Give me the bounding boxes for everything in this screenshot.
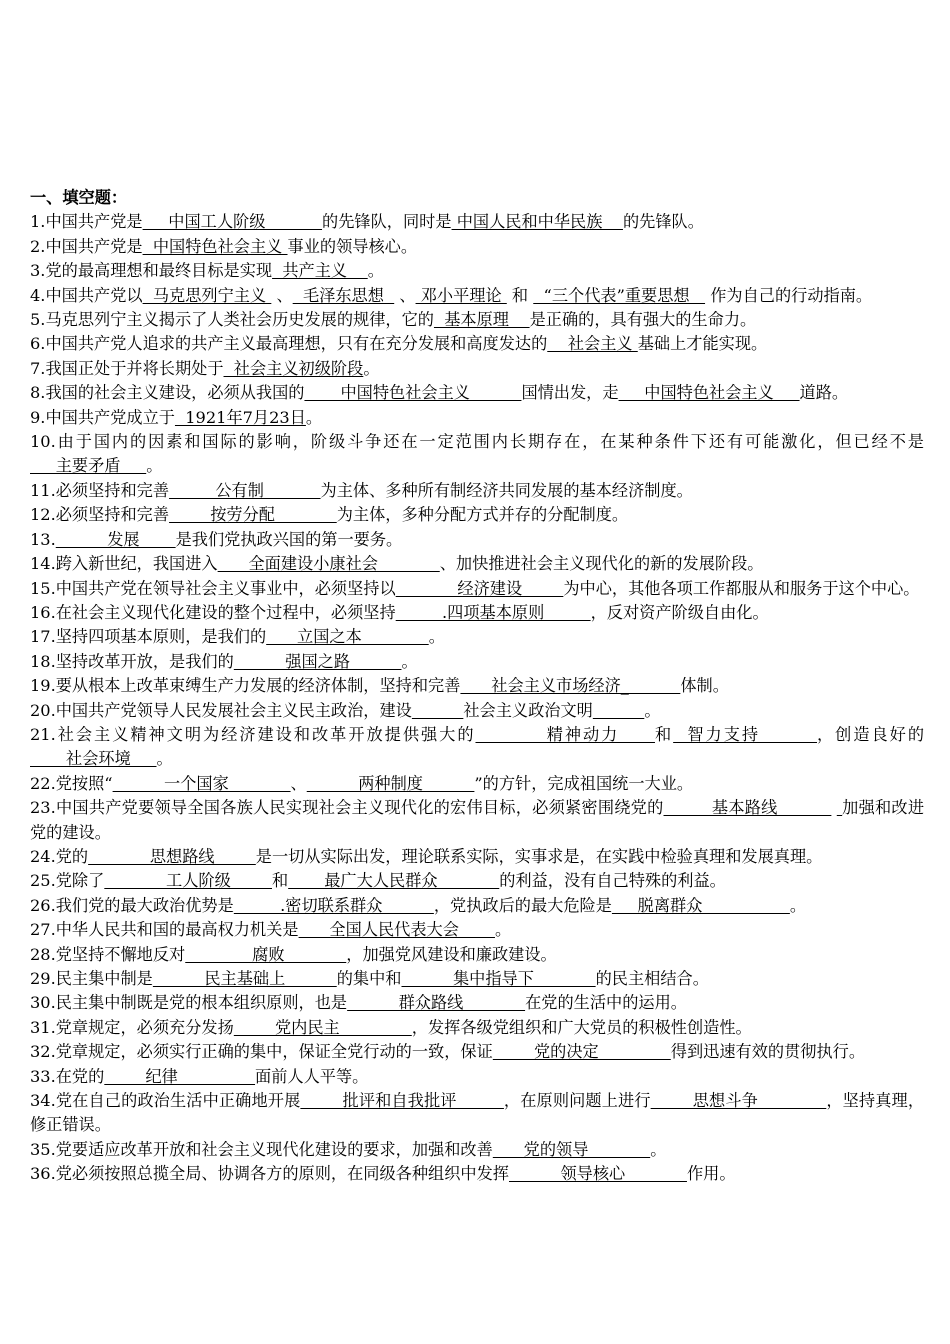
question-text: 加强和改进党的建设。 — [30, 798, 925, 842]
question-text: 基础上才能实现。 — [637, 334, 768, 354]
question-text: 的集中和 — [336, 969, 402, 988]
question-item — [30, 284, 924, 308]
question-text: 、 — [271, 285, 293, 305]
question-text: 党按照“ — [55, 773, 113, 793]
question-number: 7. — [30, 358, 46, 378]
question-number: 27. — [30, 920, 56, 940]
answer-blank: 中国工人阶级 — [142, 212, 323, 232]
answer-blank: .密切联系群众 — [233, 895, 434, 915]
question-item — [30, 1089, 924, 1138]
question-item — [30, 308, 924, 332]
question-number: 1. — [30, 212, 46, 232]
question-number: 35. — [30, 1139, 56, 1159]
answer-blank: 立国之本 — [266, 627, 429, 647]
question-text: 和 — [506, 285, 534, 305]
question-item — [30, 235, 924, 259]
answer-blank: 基本原理 — [433, 310, 530, 330]
question-text: 在党的 — [55, 1066, 105, 1086]
question-number: 32. — [30, 1042, 56, 1062]
answer-blank: 马克思列宁主义 — [142, 285, 272, 305]
question-text: 党的 — [55, 846, 89, 866]
answer-blank: 党内民主 — [233, 1017, 412, 1037]
question-text: 体制。 — [680, 676, 729, 696]
question-number: 24. — [30, 846, 56, 866]
answer-blank: 发展 — [55, 529, 176, 549]
question-text: 和 — [271, 871, 289, 891]
question-text: 是一切从实际出发，理论联系实际，实事求是，在实践中检验真理和发展真理。 — [255, 846, 823, 866]
question-number: 15. — [30, 578, 56, 598]
question-number: 33. — [30, 1066, 56, 1086]
question-text: 。 — [789, 895, 807, 915]
question-text: 国情出发，走 — [521, 383, 619, 403]
answer-blank — [412, 701, 463, 720]
question-item — [30, 430, 924, 479]
question-number: 21. — [30, 724, 56, 744]
question-number: 26. — [30, 895, 56, 915]
question-text: 必须坚持和完善 — [55, 505, 170, 525]
question-text: 的先锋队。 — [622, 212, 704, 232]
question-item — [30, 918, 924, 942]
question-text: 。 — [428, 627, 445, 647]
question-text: 社会主义政治文明 — [463, 700, 593, 720]
answer-blank: 主要矛盾 — [30, 456, 147, 476]
question-item — [30, 1065, 924, 1089]
answer-blank: 党的决定 — [492, 1042, 671, 1062]
answer-blank: 中国特色社会主义 — [304, 383, 522, 403]
answer-blank: 毛泽东思想 — [292, 285, 395, 305]
question-text: 坚持四项基本原则，是我们的 — [55, 627, 267, 647]
question-item — [30, 894, 924, 918]
question-text: 、 — [394, 285, 416, 305]
answer-blank: “三个代表”重要思想 — [533, 285, 706, 305]
document-body — [30, 186, 924, 1187]
answer-blank: 集中指导下 — [401, 969, 596, 988]
question-text: 事业的领导核心。 — [287, 236, 418, 256]
question-number: 4. — [30, 285, 46, 305]
question-text: ，在原则问题上进行 — [503, 1091, 651, 1111]
answer-blank: 社会主义 — [547, 334, 638, 354]
answer-blank: 1921年7月23日 — [174, 407, 306, 427]
question-text: 。 — [367, 261, 384, 281]
answer-blank — [593, 701, 644, 720]
question-text: 为主体，多种分配方式并存的分配制度。 — [336, 505, 629, 525]
answer-blank: 民主基础上 — [152, 969, 337, 988]
question-number: 6. — [30, 334, 46, 354]
answer-blank: 共产主义 — [272, 261, 368, 281]
question-text: 。 — [650, 1139, 667, 1159]
answer-blank: 群众路线 — [347, 993, 526, 1013]
question-item — [30, 552, 924, 576]
question-text: 必须坚持和完善 — [55, 480, 170, 500]
question-number: 36. — [30, 1164, 56, 1184]
answer-blank: 中国人民和中华民族 — [451, 212, 623, 232]
question-text: ，发挥各级党组织和广大党员的积极性创造性。 — [411, 1017, 752, 1037]
answer-blank: 思想斗争 — [650, 1091, 827, 1111]
question-text: 的先锋队，同时是 — [322, 212, 452, 232]
question-item — [30, 259, 924, 283]
question-item — [30, 332, 924, 356]
answer-blank: 社会环境 — [30, 749, 157, 769]
answer-blank: 思想路线 — [88, 846, 256, 866]
question-text: 、加快推进社会主义现代化的新的发展阶段。 — [439, 554, 764, 574]
answer-blank: 党的领导 — [492, 1139, 651, 1159]
question-text: ”的方针，完成祖国统一大业。 — [474, 773, 694, 793]
question-text: 中国共产党领导人民发展社会主义民主政治，建设 — [55, 700, 412, 720]
question-text: 中华人民共和国的最高权力机关是 — [55, 920, 299, 940]
question-item — [30, 943, 924, 967]
question-text: 民主集中制既是党的根本组织原则，也是 — [55, 993, 348, 1013]
question-item — [30, 772, 924, 796]
question-text: 作为自己的行动指南。 — [705, 285, 873, 305]
question-number: 19. — [30, 676, 56, 696]
question-text: 在党的生活中的运用。 — [525, 993, 687, 1013]
question-number: 18. — [30, 651, 56, 671]
question-item — [30, 357, 924, 381]
question-text: 中国共产党人追求的共产主义最高理想，只有在充分发展和高度发达的 — [45, 334, 548, 354]
question-text: 的民主相结合。 — [595, 969, 709, 988]
question-text: 。 — [401, 651, 418, 671]
question-number: 28. — [30, 944, 56, 964]
question-text: 党必须按照总揽全局、协调各方的原则，在同级各种组织中发挥 — [55, 1164, 509, 1184]
question-item — [30, 601, 924, 625]
question-text: 坚持改革开放，是我们的 — [55, 651, 234, 671]
question-text: 我们党的最大政治优势是 — [55, 895, 234, 915]
question-item — [30, 406, 924, 430]
answer-blank: 全国人民代表大会 — [298, 920, 495, 940]
question-number: 9. — [30, 407, 46, 427]
question-number: 8. — [30, 383, 46, 403]
answer-blank: 强国之路 — [233, 651, 402, 671]
answer-blank: 基本路线 — [663, 798, 832, 818]
question-text: 。 — [156, 749, 173, 769]
question-item — [30, 967, 924, 991]
question-list — [30, 210, 924, 1186]
question-item — [30, 1138, 924, 1162]
question-text: 的利益，没有自己特殊的利益。 — [499, 871, 726, 891]
question-number: 10. — [30, 432, 56, 452]
question-item — [30, 479, 924, 503]
question-text: ，加强党风建设和廉政建设。 — [346, 944, 557, 964]
question-text: 跨入新世纪，我国进入 — [55, 554, 218, 574]
question-text: 党除了 — [55, 871, 105, 891]
answer-blank: 两种制度 — [306, 773, 475, 793]
answer-blank: 全面建设小康社会 — [217, 554, 440, 574]
section-title: 一、填空题： — [30, 188, 128, 207]
question-text: 面前人人平等。 — [255, 1066, 369, 1086]
question-item — [30, 528, 924, 552]
question-text: 中国共产党是 — [45, 236, 143, 256]
answer-blank: 经济建设 — [395, 578, 564, 598]
answer-blank: 腐败 — [185, 944, 347, 964]
question-number: 20. — [30, 700, 56, 720]
answer-blank: 纪律 — [104, 1066, 256, 1086]
question-item — [30, 723, 924, 772]
question-text: 党要适应改革开放和社会主义现代化建设的要求，加强和改善 — [55, 1139, 493, 1159]
question-number: 22. — [30, 773, 56, 793]
question-text: 为中心，其他各项工作都服从和服务于这个中心。 — [563, 578, 920, 598]
question-number: 13. — [30, 529, 56, 549]
question-number: 16. — [30, 602, 56, 622]
question-number: 30. — [30, 993, 56, 1013]
question-text: 。 — [494, 920, 512, 940]
question-text: 在社会主义现代化建设的整个过程中，必须坚持 — [55, 602, 396, 622]
question-item — [30, 625, 924, 649]
answer-blank: 社会主义市场经济_ — [460, 676, 681, 696]
question-text: ，党执政后的最大危险是 — [433, 895, 612, 915]
question-number: 11. — [30, 480, 56, 500]
question-text: 由于国内的因素和国际的影响，阶级斗争还在一定范围内长期存在，在某种条件下还有可能激化，但已经不是 — [55, 432, 924, 452]
question-text: 我国的社会主义建设，必须从我国的 — [45, 383, 305, 403]
question-text: 。 — [644, 700, 661, 720]
question-item — [30, 577, 924, 601]
question-item — [30, 1016, 924, 1040]
question-number: 34. — [30, 1091, 56, 1111]
answer-blank: 邓小平理论 — [415, 285, 507, 305]
question-item — [30, 991, 924, 1015]
question-number: 12. — [30, 505, 56, 525]
question-item — [30, 503, 924, 527]
question-item — [30, 674, 924, 698]
question-text: ，坚持真理，修正错误。 — [30, 1091, 925, 1135]
question-number: 2. — [30, 236, 46, 256]
question-text: 中国共产党在领导社会主义事业中，必须坚持以 — [55, 578, 396, 598]
question-text: 党章规定，必须实行正确的集中，保证全党行动的一致，保证 — [55, 1042, 493, 1062]
question-number: 25. — [30, 871, 56, 891]
question-number: 14. — [30, 554, 56, 574]
question-text: 。 — [363, 358, 380, 378]
question-text: 是我们党执政兴国的第一要务。 — [175, 529, 403, 549]
answer-blank: 批评和自我批评 — [300, 1091, 504, 1111]
question-item — [30, 381, 924, 405]
question-text: 党的最高理想和最终目标是实现 — [45, 261, 273, 281]
question-item — [30, 845, 924, 869]
question-text: 作用。 — [686, 1164, 736, 1184]
question-text: 中国共产党要领导全国各族人民实现社会主义现代化的宏伟目标，必须紧密围绕党的 — [55, 798, 664, 818]
question-item — [30, 210, 924, 234]
answer-blank: 公有制 — [169, 480, 321, 500]
question-number: 23. — [30, 798, 56, 818]
question-text: 中国共产党是 — [45, 212, 143, 232]
question-text: 民主集中制是 — [55, 969, 153, 988]
answer-blank: 社会主义初级阶段 — [223, 358, 364, 378]
question-item — [30, 869, 924, 893]
question-number: 31. — [30, 1017, 56, 1037]
answer-blank: 智力支持 — [673, 724, 818, 744]
question-text: 是正确的，具有强大的生命力。 — [529, 310, 757, 330]
question-text: 为主体、多种所有制经济共同发展的基本经济制度。 — [320, 480, 693, 500]
question-text: 马克思列宁主义揭示了人类社会历史发展的规律，它的 — [45, 310, 434, 330]
question-number: 3. — [30, 261, 46, 281]
question-text: 和 — [654, 724, 674, 744]
answer-blank: 一个国家 — [112, 773, 291, 793]
question-text: ，创造良好的 — [817, 724, 925, 744]
answer-blank: 领导核心 — [509, 1164, 687, 1184]
question-text: 。 — [305, 407, 323, 427]
answer-blank: 精神动力 — [475, 724, 655, 744]
answer-blank: 中国特色社会主义 — [142, 236, 288, 256]
question-text: 社会主义精神文明为经济建设和改革开放提供强大的 — [55, 724, 476, 744]
question-number: 17. — [30, 627, 56, 647]
answer-blank: 中国特色社会主义 — [618, 383, 800, 403]
question-text: 、 — [290, 773, 307, 793]
question-text: ，反对资产阶级自由化。 — [590, 602, 769, 622]
question-text: 党章规定，必须充分发扬 — [55, 1017, 234, 1037]
answer-blank: 按劳分配 — [169, 505, 337, 525]
question-text: 道路。 — [799, 383, 849, 403]
answer-blank: 最广大人民群众 — [288, 871, 500, 891]
question-text: 。 — [146, 456, 163, 476]
question-item — [30, 650, 924, 674]
question-item — [30, 1040, 924, 1064]
question-text: 要从根本上改革束缚生产力发展的经济体制，坚持和完善 — [55, 676, 461, 696]
question-item — [30, 699, 924, 723]
answer-blank: .四项基本原则 — [395, 602, 591, 622]
answer-blank: 脱离群众 — [611, 895, 790, 915]
question-text: 党坚持不懈地反对 — [55, 944, 186, 964]
question-text: 我国正处于并将长期处于 — [45, 358, 224, 378]
question-text: 中国共产党以 — [45, 285, 143, 305]
question-item — [30, 796, 924, 845]
question-item — [30, 1162, 924, 1186]
question-number: 29. — [30, 969, 56, 988]
question-text: 中国共产党成立于 — [45, 407, 175, 427]
question-number: 5. — [30, 310, 46, 330]
answer-blank: 工人阶级 — [104, 871, 272, 891]
question-text: 得到迅速有效的贯彻执行。 — [670, 1042, 866, 1062]
question-text: 党在自己的政治生活中正确地开展 — [55, 1091, 301, 1111]
